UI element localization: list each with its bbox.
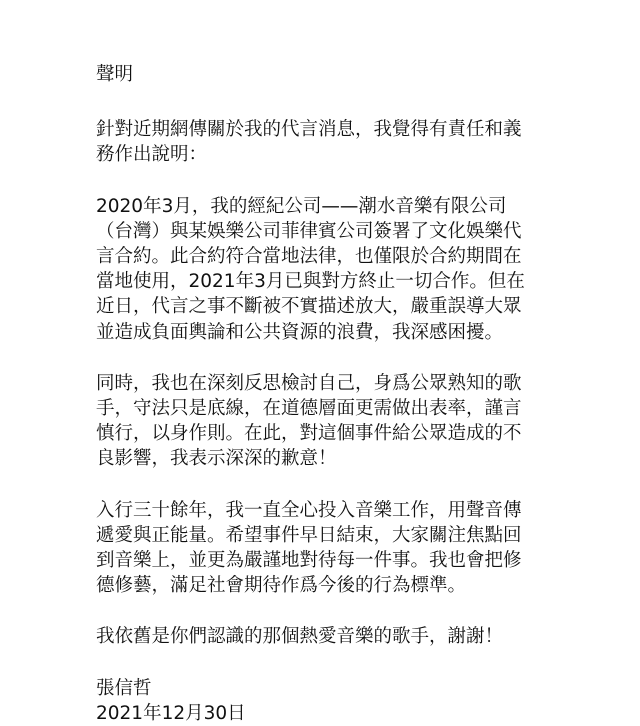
text-line: 務作出說明：	[96, 144, 208, 166]
text-line: 言合約。此合約符合當地法律，也僅限於合約期間在	[96, 246, 522, 268]
signature-block	[96, 676, 570, 726]
signature-name: 張信哲	[96, 677, 152, 699]
text-line: 2020年3月，我的經紀公司——潮水音樂有限公司	[96, 195, 507, 217]
text-line: 到音樂上，並更為嚴謹地對待每一件事。我也會把修	[96, 550, 522, 572]
paragraph-career	[96, 498, 570, 599]
text-line: 慎行，以身作則。在此，對這個事件給公眾造成的不	[96, 423, 522, 445]
text-line: 遞愛與正能量。希望事件早日結束，大家關注焦點回	[96, 524, 522, 546]
paragraph-closing	[96, 624, 570, 649]
text-line: 手，守法只是底線，在道德層面更需做出表率，謹言	[96, 398, 522, 420]
paragraph-contract	[96, 194, 570, 345]
document-title: 聲明	[96, 64, 134, 85]
text-line: 良影響，我表示深深的歉意！	[96, 448, 337, 470]
paragraph-apology	[96, 371, 570, 472]
text-line: 當地使用，2021年3月已與對方終止一切合作。但在	[96, 271, 525, 293]
text-line: 德修藝，滿足社會期待作爲今後的行為標準。	[96, 575, 467, 597]
paragraph-intro	[96, 117, 570, 167]
text-line: 入行三十餘年，我一直全心投入音樂工作，用聲音傳	[96, 499, 522, 521]
text-line: 針對近期網傳關於我的代言消息，我覺得有責任和義	[96, 119, 522, 141]
signature-date: 2021年12月30日	[96, 702, 246, 724]
text-line: 同時，我也在深刻反思檢討自己，身爲公眾熟知的歌	[96, 372, 522, 394]
text-line: 並造成負面輿論和公共資源的浪費，我深感困擾。	[96, 321, 504, 343]
text-line: （台灣）與某娛樂公司菲律賓公司簽署了文化娛樂代	[96, 220, 522, 242]
text-line: 近日，代言之事不斷被不實描述放大，嚴重誤導大眾	[96, 296, 522, 318]
text-line: 我依舊是你們認識的那個熱愛音樂的歌手，謝謝！	[96, 626, 504, 648]
